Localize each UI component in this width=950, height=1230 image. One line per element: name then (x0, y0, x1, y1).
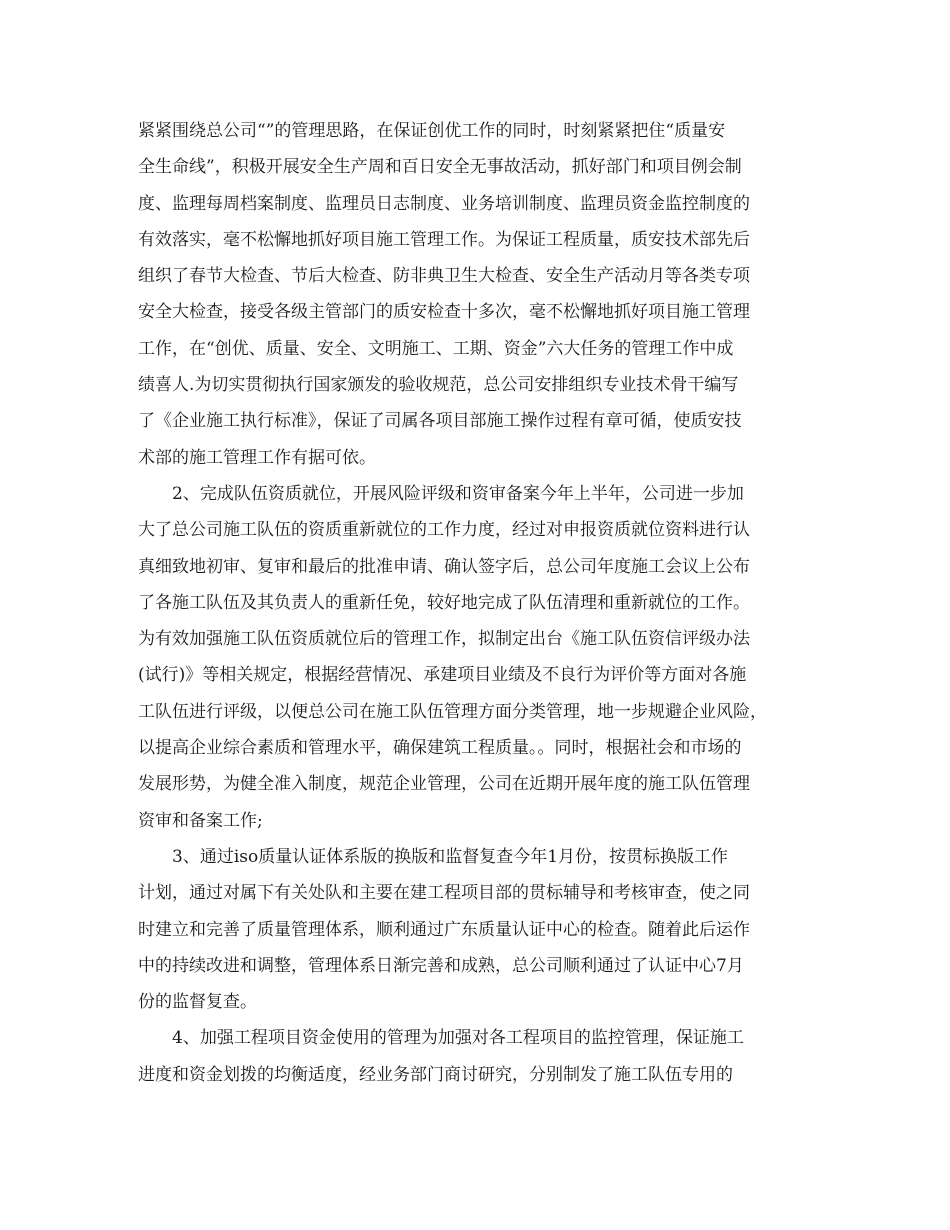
text-line: 安全大检查，接受各级主管部门的质安检查十多次，毫不松懈地抓好项目施工管理 (138, 302, 750, 323)
text-line: (试行)》等相关规定，根据经营情况、承建项目业绩及不良行为评价等方面对各施 (138, 665, 747, 686)
text-line: 以提高企业综合素质和管理水平，确保建筑工程质量。。同时，根据社会和市场的 (138, 738, 742, 759)
paragraph-3-line: 3、通过iso质量认证体系版的换版和监督复查今年1月份，按贯标换版工作 (138, 846, 729, 867)
text-line: 工队伍进行评级，以便总公司在施工队伍管理方面分类管理，地一步规避企业风险， (138, 701, 767, 722)
body-text (138, 113, 822, 1093)
text-line: 中的持续改进和调整，管理体系日渐完善和成熟，总公司顺利通过了认证中心7月 (138, 955, 744, 976)
text-line: 了各施工队伍及其负责人的重新任免，较好地完成了队伍清理和重新就位的工作。 (138, 592, 750, 613)
text-line: 度、监理每周档案制度、监理员日志制度、业务培训制度、监理员资金监控制度的 (138, 193, 750, 214)
text-line: 绩喜人.为切实贯彻执行国家颁发的验收规范，总公司安排组织专业技术骨干编写 (138, 375, 739, 396)
paragraph-2-line: 2、完成队伍资质就位，开展风险评级和资审备案今年上半年，公司进一步加 (138, 483, 744, 504)
text-line: 计划，通过对属下有关处队和主要在建工程项目部的贯标辅导和考核审查，使之同 (138, 883, 750, 904)
text-line: 了《企业施工执行标准》，保证了司属各项目部施工操作过程有章可循，使质安技 (138, 411, 742, 432)
text-line: 全生命线”，积极开展安全生产周和百日安全无事故活动，抓好部门和项目例会制 (138, 157, 742, 178)
text-line: 进度和资金划拨的均衡适度，经业务部门商讨研究，分别制发了施工队伍专用的 (138, 1064, 733, 1085)
text-line: 时建立和完善了质量管理体系，顺利通过广东质量认证中心的检查。随着此后运作 (138, 919, 750, 940)
text-line: 紧紧围绕总公司“”的管理思路，在保证创优工作的同时，时刻紧紧把住“质量安 (138, 121, 726, 141)
text-line: 工作，在“创优、质量、安全、文明施工、工期、资金”六大任务的管理工作中成 (138, 338, 734, 359)
text-line: 份的监督复查。 (138, 992, 257, 1013)
text-line: 大了总公司施工队伍的资质重新就位的工作力度，经过对申报资质就位资料进行认 (138, 520, 750, 541)
paragraph-4-line: 4、加强工程项目资金使用的管理为加强对各工程项目的监控管理，保证施工 (138, 1028, 744, 1049)
text-line: 为有效加强施工队伍资质就位后的管理工作，拟制定出台《施工队伍资信评级办法 (138, 629, 750, 650)
text-line: 资审和备案工作; (138, 810, 263, 831)
text-line: 术部的施工管理工作有据可依。 (138, 447, 376, 468)
text-line: 真细致地初审、复审和最后的批准申请、确认签字后，总公司年度施工会议上公布 (138, 556, 750, 577)
text-line: 发展形势，为健全准入制度，规范企业管理，公司在近期开展年度的施工队伍管理 (138, 774, 750, 795)
text-line: 有效落实，毫不松懈地抓好项目施工管理工作。为保证工程质量，质安技术部先后 (138, 229, 750, 250)
text-line: 组织了春节大检查、节后大检查、防非典卫生大检查、安全生产活动月等各类专项 (138, 266, 750, 287)
